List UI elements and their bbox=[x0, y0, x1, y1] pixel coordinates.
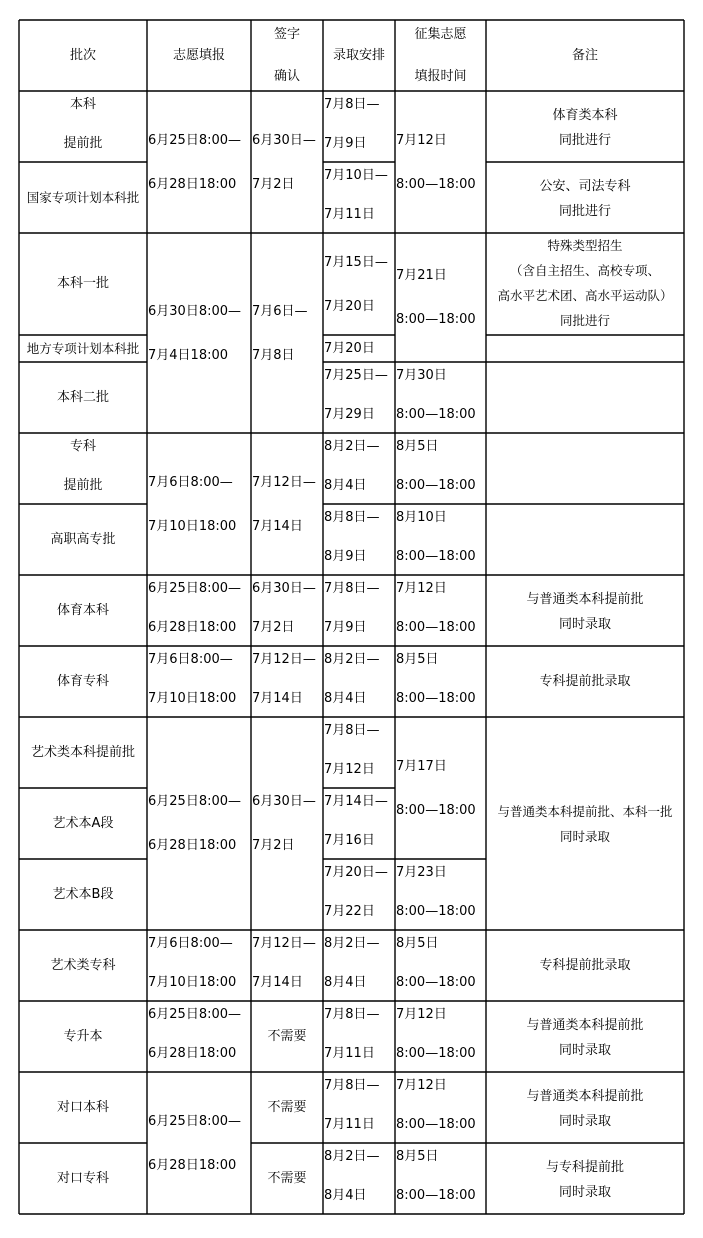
g4-sign-line1: 6月30日— bbox=[252, 794, 316, 809]
g4-collect bbox=[395, 717, 487, 859]
r13-sign-line2: 7月14日 bbox=[252, 975, 303, 990]
r7-collect-line1: 8月10日 bbox=[396, 510, 447, 525]
r13-collect-line2: 8:00—18:00 bbox=[396, 975, 476, 990]
g1-fill-line1: 6月25日8:00— bbox=[148, 133, 242, 148]
r13-admit bbox=[323, 930, 396, 1001]
g3-fill-line1: 7月6日8:00— bbox=[148, 475, 233, 490]
r16-admit-line2: 8月4日 bbox=[324, 1188, 367, 1203]
r15-admit bbox=[323, 1072, 396, 1143]
r14-collect-line1: 7月12日 bbox=[396, 1007, 447, 1022]
g4-remark-line1: 与普通类本科提前批、本科一批 bbox=[497, 804, 673, 819]
r14-fill-line1: 6月25日8:00— bbox=[148, 1007, 242, 1022]
r16-batch: 对口专科 bbox=[56, 1171, 109, 1186]
g2-sign bbox=[251, 233, 324, 433]
header-remark: 备注 bbox=[571, 48, 598, 63]
r3-remark bbox=[486, 233, 684, 335]
r13-fill-line2: 7月10日18:00 bbox=[148, 975, 237, 990]
r9-collect-line2: 8:00—18:00 bbox=[396, 691, 476, 706]
r15-collect bbox=[395, 1072, 487, 1143]
r14-admit bbox=[323, 1001, 396, 1072]
r5-collect-line2: 8:00—18:00 bbox=[396, 407, 476, 422]
g2-fill-line2: 7月4日18:00 bbox=[148, 348, 229, 363]
g2-fill-line1: 6月30日8:00— bbox=[148, 304, 242, 319]
r14-fill bbox=[147, 1001, 252, 1072]
g4-fill-line2: 6月28日18:00 bbox=[148, 838, 237, 853]
r7-collect-line2: 8:00—18:00 bbox=[396, 549, 476, 564]
r10-batch: 艺术类本科提前批 bbox=[30, 745, 135, 760]
g4-collect-line2: 8:00—18:00 bbox=[396, 803, 476, 818]
r16-collect-line1: 8月5日 bbox=[396, 1149, 439, 1164]
r1-admit-line1: 7月8日— bbox=[324, 97, 380, 112]
r1-remark-line2: 同批进行 bbox=[558, 133, 611, 148]
g2-fill bbox=[147, 233, 252, 433]
header-batch: 批次 bbox=[69, 48, 96, 63]
g4-remark-line2: 同时录取 bbox=[559, 829, 610, 844]
r12-collect bbox=[395, 859, 487, 930]
r15-remark-line2: 同时录取 bbox=[558, 1114, 611, 1129]
r15-batch: 对口本科 bbox=[56, 1100, 109, 1115]
r1-batch-line1: 本科 bbox=[69, 97, 96, 112]
r13-admit-line2: 8月4日 bbox=[324, 975, 367, 990]
r7-admit-line2: 8月9日 bbox=[324, 549, 367, 564]
g5-fill-line2: 6月28日18:00 bbox=[148, 1158, 237, 1173]
r9-sign-line2: 7月14日 bbox=[252, 691, 303, 706]
r4-admit: 7月20日 bbox=[324, 341, 375, 356]
g4-fill bbox=[147, 717, 252, 930]
r7-batch: 高职高专批 bbox=[50, 532, 116, 547]
g5-fill-line1: 6月25日8:00— bbox=[148, 1114, 242, 1129]
r2-remark-line2: 同批进行 bbox=[558, 204, 611, 219]
r2-remark-line1: 公安、司法专科 bbox=[539, 179, 631, 194]
r9-admit-line2: 8月4日 bbox=[324, 691, 367, 706]
r14-sign: 不需要 bbox=[267, 1029, 307, 1044]
r16-remark bbox=[486, 1143, 684, 1214]
r10-admit-line1: 7月8日— bbox=[324, 723, 380, 738]
g1-collect-line1: 7月12日 bbox=[396, 133, 447, 148]
r16-collect-line2: 8:00—18:00 bbox=[396, 1188, 476, 1203]
r11-admit-line1: 7月14日— bbox=[324, 794, 388, 809]
r16-sign: 不需要 bbox=[267, 1171, 307, 1186]
header-sign bbox=[251, 20, 323, 91]
r12-batch: 艺术本B段 bbox=[52, 887, 114, 902]
r8-collect-line1: 7月12日 bbox=[396, 581, 447, 596]
r16-collect bbox=[395, 1143, 487, 1214]
r15-sign: 不需要 bbox=[267, 1100, 307, 1115]
r13-fill-line1: 7月6日8:00— bbox=[148, 936, 233, 951]
r6-collect-line2: 8:00—18:00 bbox=[396, 478, 476, 493]
r13-sign-line1: 7月12日— bbox=[252, 936, 316, 951]
r9-batch: 体育专科 bbox=[56, 674, 109, 689]
r14-fill-line2: 6月28日18:00 bbox=[148, 1046, 237, 1061]
r12-admit-line2: 7月22日 bbox=[324, 904, 375, 919]
r9-sign-line1: 7月12日— bbox=[252, 652, 316, 667]
r10-admit bbox=[323, 717, 396, 788]
r2-admit-line1: 7月10日— bbox=[324, 168, 388, 183]
r14-collect-line2: 8:00—18:00 bbox=[396, 1046, 476, 1061]
r2-admit-line2: 7月11日 bbox=[324, 207, 375, 222]
r15-collect-line2: 8:00—18:00 bbox=[396, 1117, 476, 1132]
r15-remark bbox=[486, 1072, 684, 1143]
g2-collect-line1: 7月21日 bbox=[396, 268, 447, 283]
r6-batch-line2: 提前批 bbox=[63, 478, 103, 493]
r8-remark-line1: 与普通类本科提前批 bbox=[526, 592, 644, 607]
g2-sign-line1: 7月6日— bbox=[252, 304, 308, 319]
r9-admit-line1: 8月2日— bbox=[324, 652, 380, 667]
r8-sign bbox=[251, 575, 324, 646]
g4-collect-line1: 7月17日 bbox=[396, 759, 447, 774]
g4-remark bbox=[486, 717, 684, 930]
r15-admit-line2: 7月11日 bbox=[324, 1117, 375, 1132]
g3-fill bbox=[147, 433, 252, 575]
r8-admit bbox=[323, 575, 396, 646]
r3-admit-line1: 7月15日— bbox=[324, 255, 388, 270]
r5-batch: 本科二批 bbox=[56, 390, 109, 405]
r15-remark-line1: 与普通类本科提前批 bbox=[526, 1089, 644, 1104]
r5-collect-line1: 7月30日 bbox=[396, 368, 447, 383]
r4-batch: 地方专项计划本科批 bbox=[26, 341, 140, 356]
r9-fill-line1: 7月6日8:00— bbox=[148, 652, 233, 667]
r16-admit bbox=[323, 1143, 396, 1214]
r3-admit bbox=[323, 233, 396, 335]
r6-admit-line2: 8月4日 bbox=[324, 478, 367, 493]
r7-admit-line1: 8月8日— bbox=[324, 510, 380, 525]
r5-admit-line2: 7月29日 bbox=[324, 407, 375, 422]
g3-sign bbox=[251, 433, 324, 575]
g2-sign-line2: 7月8日 bbox=[252, 348, 295, 363]
r15-collect-line1: 7月12日 bbox=[396, 1078, 447, 1093]
r8-batch: 体育本科 bbox=[56, 603, 109, 618]
r6-admit bbox=[323, 433, 396, 504]
r14-batch: 专升本 bbox=[63, 1029, 103, 1044]
r8-sign-line2: 7月2日 bbox=[252, 620, 295, 635]
r14-admit-line1: 7月8日— bbox=[324, 1007, 380, 1022]
r2-admit bbox=[323, 162, 396, 233]
r14-collect bbox=[395, 1001, 487, 1072]
header-fill: 志愿填报 bbox=[172, 48, 225, 63]
r3-remark-line4: 同批进行 bbox=[559, 313, 610, 328]
r13-collect-line1: 8月5日 bbox=[396, 936, 439, 951]
r8-fill bbox=[147, 575, 252, 646]
r1-remark-line1: 体育类本科 bbox=[552, 108, 618, 123]
r8-collect-line2: 8:00—18:00 bbox=[396, 620, 476, 635]
r1-admit-line2: 7月9日 bbox=[324, 136, 367, 151]
g5-fill bbox=[147, 1072, 252, 1214]
r13-admit-line1: 8月2日— bbox=[324, 936, 380, 951]
r13-collect bbox=[395, 930, 487, 1001]
r1-batch bbox=[19, 91, 147, 162]
g1-sign bbox=[251, 91, 324, 233]
header-sign-line2: 确认 bbox=[273, 69, 300, 84]
r7-collect bbox=[395, 504, 487, 575]
r6-batch-line1: 专科 bbox=[69, 439, 96, 454]
g3-sign-line1: 7月12日— bbox=[252, 475, 316, 490]
r3-batch: 本科一批 bbox=[56, 276, 109, 291]
r12-admit bbox=[323, 859, 396, 930]
r11-admit bbox=[323, 788, 396, 859]
r9-admit bbox=[323, 646, 396, 717]
r14-remark bbox=[486, 1001, 684, 1072]
header-sign-line1: 签字 bbox=[273, 27, 300, 42]
r3-remark-line2: （含自主招生、高校专项、 bbox=[509, 263, 660, 278]
r7-admit bbox=[323, 504, 396, 575]
r9-remark: 专科提前批录取 bbox=[539, 674, 631, 689]
g4-sign-line2: 7月2日 bbox=[252, 838, 295, 853]
r9-sign bbox=[251, 646, 324, 717]
r5-admit-line1: 7月25日— bbox=[324, 368, 388, 383]
g1-sign-line2: 7月2日 bbox=[252, 177, 295, 192]
header-collect bbox=[395, 20, 486, 91]
g3-sign-line2: 7月14日 bbox=[252, 519, 303, 534]
r13-remark: 专科提前批录取 bbox=[539, 958, 631, 973]
r3-remark-line1: 特殊类型招生 bbox=[547, 238, 623, 253]
r8-fill-line1: 6月25日8:00— bbox=[148, 581, 242, 596]
header-admit: 录取安排 bbox=[332, 48, 385, 63]
g1-collect bbox=[395, 91, 487, 233]
header-collect-line1: 征集志愿 bbox=[414, 27, 467, 42]
r6-collect-line1: 8月5日 bbox=[396, 439, 439, 454]
r14-remark-line2: 同时录取 bbox=[558, 1043, 611, 1058]
r6-admit-line1: 8月2日— bbox=[324, 439, 380, 454]
r8-fill-line2: 6月28日18:00 bbox=[148, 620, 237, 635]
r8-admit-line2: 7月9日 bbox=[324, 620, 367, 635]
r8-sign-line1: 6月30日— bbox=[252, 581, 316, 596]
g2-collect-line2: 8:00—18:00 bbox=[396, 312, 476, 327]
r13-sign bbox=[251, 930, 324, 1001]
r14-admit-line2: 7月11日 bbox=[324, 1046, 375, 1061]
r9-fill bbox=[147, 646, 252, 717]
r11-batch: 艺术本A段 bbox=[52, 816, 114, 831]
g4-fill-line1: 6月25日8:00— bbox=[148, 794, 242, 809]
r12-admit-line1: 7月20日— bbox=[324, 865, 388, 880]
r12-collect-line1: 7月23日 bbox=[396, 865, 447, 880]
r9-fill-line2: 7月10日18:00 bbox=[148, 691, 237, 706]
g1-collect-line2: 8:00—18:00 bbox=[396, 177, 476, 192]
r6-batch bbox=[19, 433, 147, 504]
g1-fill bbox=[147, 91, 252, 233]
r2-batch: 国家专项计划本科批 bbox=[26, 190, 140, 205]
r9-collect-line1: 8月5日 bbox=[396, 652, 439, 667]
r8-remark-line2: 同时录取 bbox=[558, 617, 611, 632]
r1-batch-line2: 提前批 bbox=[63, 136, 103, 151]
r15-admit-line1: 7月8日— bbox=[324, 1078, 380, 1093]
r9-collect bbox=[395, 646, 487, 717]
r2-remark bbox=[486, 162, 684, 233]
g1-sign-line1: 6月30日— bbox=[252, 133, 316, 148]
g4-sign bbox=[251, 717, 324, 930]
r1-admit bbox=[323, 91, 396, 162]
r16-remark-line1: 与专科提前批 bbox=[545, 1160, 624, 1175]
r10-admit-line2: 7月12日 bbox=[324, 762, 375, 777]
g3-fill-line2: 7月10日18:00 bbox=[148, 519, 237, 534]
g1-fill-line2: 6月28日18:00 bbox=[148, 177, 237, 192]
header-collect-line2: 填报时间 bbox=[414, 69, 467, 84]
r5-admit bbox=[323, 362, 396, 433]
r8-collect bbox=[395, 575, 487, 646]
r8-remark bbox=[486, 575, 684, 646]
r13-batch: 艺术类专科 bbox=[50, 958, 116, 973]
g2-collect bbox=[395, 233, 487, 362]
r13-fill bbox=[147, 930, 252, 1001]
r3-admit-line2: 7月20日 bbox=[324, 299, 375, 314]
r8-admit-line1: 7月8日— bbox=[324, 581, 380, 596]
r5-collect bbox=[395, 362, 487, 433]
r12-collect-line2: 8:00—18:00 bbox=[396, 904, 476, 919]
r11-admit-line2: 7月16日 bbox=[324, 833, 375, 848]
r3-remark-line3: 高水平艺术团、高水平运动队） bbox=[497, 288, 673, 303]
r16-admit-line1: 8月2日— bbox=[324, 1149, 380, 1164]
r14-remark-line1: 与普通类本科提前批 bbox=[526, 1018, 644, 1033]
r6-collect bbox=[395, 433, 487, 504]
r16-remark-line2: 同时录取 bbox=[558, 1185, 611, 1200]
r1-remark bbox=[486, 91, 684, 162]
